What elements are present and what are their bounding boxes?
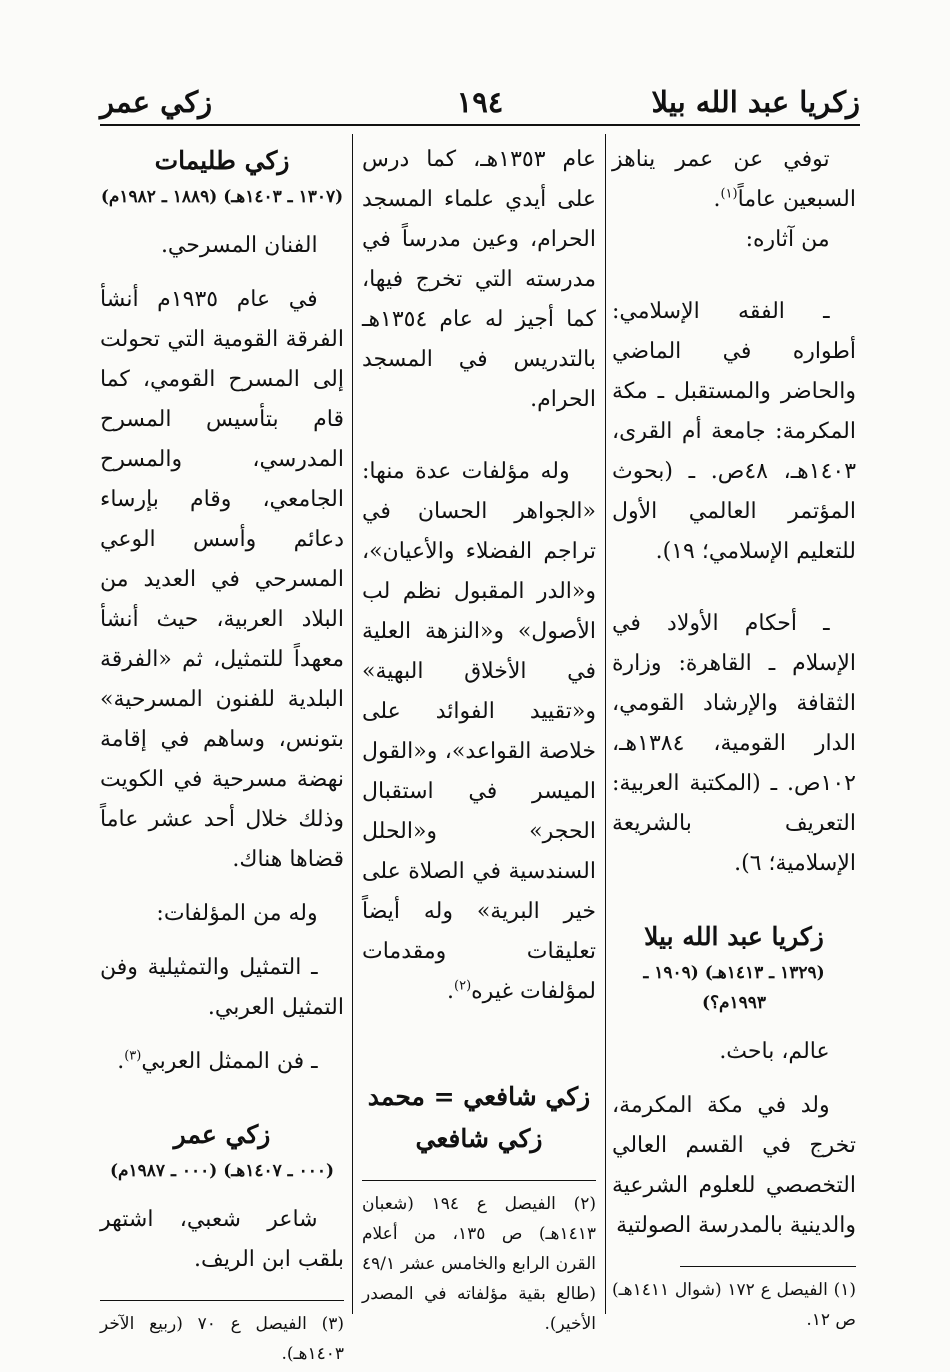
running-title-left: زكي عمر	[100, 85, 213, 119]
footnote-rule	[362, 1180, 596, 1181]
paragraph: شاعر شعبي، اشتهر بلقب ابن الريف.	[100, 1207, 344, 1272]
column-left	[100, 140, 344, 1364]
entry-dates: (١٣٠٧ ـ ١٤٠٣هـ) (١٨٨٩ ـ ١٩٨٢م)	[100, 187, 344, 207]
column-divider-left	[352, 134, 353, 1314]
work-item: ـ التمثيل والتمثيلية وفن التمثيل العربي.	[100, 955, 344, 1020]
paragraph: وله من المؤلفات:	[156, 901, 318, 926]
footnote-ref: (١)	[720, 186, 738, 202]
footnote-rule	[100, 1300, 344, 1301]
paragraph: من آثاره:	[745, 227, 830, 252]
footnote-rule	[680, 1266, 856, 1267]
running-title-right: زكريا عبد الله بيلا	[651, 85, 860, 119]
entry-title: زكي عمر	[173, 1120, 271, 1149]
footnote-ref: (٢)	[454, 978, 472, 994]
page-number: ١٩٤	[456, 85, 504, 119]
footnote: (١) الفيصل ع ١٧٢ (شوال ١٤١١هـ) ص ١٢.	[612, 1280, 856, 1330]
footnote: (٣) الفيصل ع ٧٠ (ربيع الآخر ١٤٠٣هـ).	[100, 1314, 344, 1364]
footnote-ref: (٣)	[124, 1048, 142, 1064]
paragraph: الفنان المسرحي.	[160, 233, 318, 258]
footnote: (٢) الفيصل ع ١٩٤ (شعبان ١٤١٣هـ) ص ١٣٥، من أعلام القرن الرابع والخامس عشر ٤٩/١ (طالع بقية مؤلفاته في المصدر الأخير).	[362, 1194, 596, 1334]
work-item: ـ أحكام الأولاد في الإسلام ـ القاهرة: وزارة الثقافة والإرشاد القومي، الدار القومية، ١٣٨٤هـ، ١٠٢ص. ـ (المكتبة العربية: التعريف بالشريعة الإسلامية؛ ٦).	[612, 611, 856, 876]
paragraph: وله مؤلفات عدة منها: «الجواهر الحسان في تراجم الفضلاء والأعيان»، و«الدر المقبول نظم لب الأصول» و«النزهة العلية في الأخلاق البهية» و«تقييد الفوائد على خلاصة القواعد»، و«القول الميسر في استقبال الحجر» و«الحلل السندسية في الصلاة على خير البرية» وله أيضاً تعليقات ومقدمات لمؤلفات غيره$^{(٢)}$.	[362, 459, 596, 1004]
column-divider-right	[605, 134, 606, 1314]
column-middle	[362, 140, 596, 1334]
paragraph: عام ١٣٥٣هـ، كما درس على أيدي علماء المسجد الحرام، وعين مدرساً في مدرسته التي تخرج فيها، كما أجيز له عام ١٣٥٤هـ بالتدريس في المسجد الحرام.	[362, 147, 596, 412]
entry-title: زكي طليمات	[154, 146, 290, 175]
paragraph: في عام ١٩٣٥م أنشأ الفرقة القومية التي تحولت إلى المسرح القومي، كما قام بتأسيس المسرح المدرسي، والمسرح الجامعي، وقام بإرساء دعائم وأسس الوعي المسرحي في العديد من البلاد العربية، حيث أنشأ معهداً للتمثيل، ثم «الفرقة البلدية للفنون المسرحية» بتونس، وساهم في إقامة نهضة مسرحية في الكويت وذلك خلال أحد عشر عاماً قضاها هناك.	[100, 287, 344, 872]
paragraph: ولد في مكة المكرمة، تخرج في القسم العالي التخصصي للعلوم الشرعية والدينية بالمدرسة الصولتية	[612, 1093, 856, 1238]
work-item: ـ الفقه الإسلامي: أطواره في الماضي والحاضر والمستقبل ـ مكة المكرمة: جامعة أم القرى، ١٤٠٣هـ، ٤٨ص. ـ (بحوث المؤتمر العالمي الأول للتعليم الإسلامي؛ ١٩).	[612, 299, 857, 564]
paragraph: عالم، باحث.	[719, 1039, 830, 1064]
entry-title: زكريا عبد الله بيلا	[644, 922, 824, 951]
entry-dates: (١٣٢٩ ـ ١٤١٣هـ) (١٩٠٩ ـ ١٩٩٣م؟)	[643, 963, 825, 1013]
paragraph: توفي عن عمر يناهز السبعين عاماً$^{(١)}$.	[612, 147, 856, 212]
column-right	[612, 140, 857, 1330]
entry-dates: (٠٠٠ ـ ١٤٠٧هـ) (٠٠٠ ـ ١٩٨٧م)	[109, 1161, 335, 1181]
work-item: ـ فن الممثل العربي$^{(٣)}$.	[117, 1048, 318, 1074]
entry-title: زكي شافعي = محمد زكي شافعي	[367, 1082, 591, 1153]
page-header	[100, 82, 860, 126]
